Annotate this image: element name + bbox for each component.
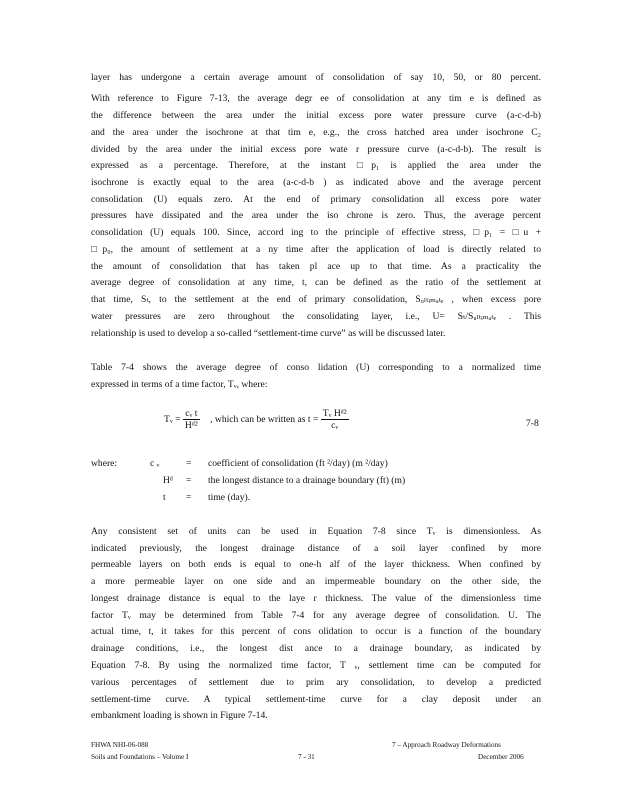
text-line: □p₀, the amount of settlement at a ny time after the application of load is directly related to (91, 244, 541, 255)
where-symbol: Hᵈ (163, 475, 173, 486)
equation-fraction-1 (183, 408, 200, 432)
where-description: the longest distance to a drainage boundary (ft) (m) (208, 475, 406, 486)
text-line: consolidation (U) equals zero. At the end of primary consolidation all excess pore water (91, 194, 541, 205)
footer-document-number: FHWA NHI-06-088 (91, 741, 149, 749)
footer-chapter: 7 – Approach Roadway Deformations (392, 741, 501, 749)
fraction-numerator: Tᵥ Hᵈ² (322, 408, 347, 419)
text-line: longest drainage distance is equal to the laye r thickness. The value of the dimensionless time (91, 593, 541, 604)
text-line: layer has undergone a certain average amount of consolidation of say 10, 50, or 80 percent. (91, 72, 541, 83)
equation-lhs: Tᵥ = (164, 414, 181, 426)
text-line: relationship is used to develop a so-called “settlement-time curve” as will be discussed later. (91, 328, 446, 339)
text-line: a more permeable layer on one side and an impermeable boundary on the other side, the (91, 576, 541, 587)
where-symbol: t (163, 492, 166, 503)
equation-number: 7-8 (526, 418, 539, 429)
text-line: Any consistent set of units can be used in Equation 7-8 since Tᵥ is dimensionless. As (91, 526, 541, 537)
text-line: settlement-time curve. A typical settlement-time curve for a clay deposit under an (91, 694, 541, 705)
text-line: permeable layers on both ends is equal to one-h alf of the layer thickness. When confined by (91, 559, 541, 570)
text-line: various percentages of settlement due to prim ary consolidation, to develop a predicted (91, 677, 541, 688)
text-line: that time, Sₜ, to the settlement at the end of primary consolidation, Sᵤₗₜᵢₘₐₜₑ , when excess pore (91, 294, 541, 305)
text-line: drainage conditions, i.e., the longest dist ance to a drainage boundary, as indicated by (91, 643, 541, 654)
text-line: indicated previously, the longest drainage distance of a soil layer confined by more (91, 543, 541, 554)
equation-middle: , which can be written as t = (210, 414, 319, 426)
text-line: divided by the area under the initial excess pore wate r pressure curve (a-c-d-b). The result is (91, 144, 541, 155)
where-description: time (day). (208, 492, 251, 503)
text-line: expressed as a percentage. Therefore, at the instant □p₁ is applied the area under the (91, 160, 541, 171)
text-line: Table 7-4 shows the average degree of conso lidation (U) corresponding to a normalized time (91, 362, 541, 373)
footer-date: December 2006 (478, 753, 524, 761)
fraction-denominator: Hᵈ² (184, 420, 198, 431)
text-line: factor Tᵥ may be determined from Table 7-4 for any average degree of consolidation. U. The (91, 610, 541, 621)
text-line: water pressures are zero throughout the consolidating layer, i.e., U= Sₜ/Sᵤₗₜᵢₘₐₜₑ . This (91, 311, 541, 322)
text-line: the amount of consolidation that has taken pl ace up to that time. As a practicality the (91, 261, 541, 272)
where-equals: = (186, 475, 192, 486)
where-equals: = (186, 458, 192, 469)
text-line: expressed in terms of a time factor, Tᵥ, where: (91, 379, 268, 390)
equation-fraction-2 (321, 408, 349, 432)
text-line: embankment loading is shown in Figure 7-14. (91, 710, 268, 721)
text-line: average degree of consolidation at any time, t, can be defined as the ratio of the settlement at (91, 277, 541, 288)
where-symbol: c ᵥ (150, 458, 160, 469)
text-line: pressures have dissipated and the area under the iso chrone is zero. Thus, the average percent (91, 210, 541, 221)
text-line: Equation 7-8. By using the normalized time factor, T ᵥ, settlement time can be computed for (91, 660, 541, 671)
fraction-denominator: cᵥ (331, 420, 339, 431)
text-line: isochrone is exactly equal to the area (a-c-d-b ) as indicated above and the average percent (91, 177, 541, 188)
where-description: coefficient of consolidation (ft ²/day) (m ²/day) (208, 458, 388, 469)
where-equals: = (186, 492, 192, 503)
text-line: With reference to Figure 7-13, the average degr ee of consolidation at any tim e is defined as (91, 93, 541, 104)
text-line: the difference between the area under the initial excess pore water pressure curve (a-c-d-b) (91, 110, 541, 121)
text-line: actual time, t, it takes for this percent of cons olidation to occur is a function of the boundary (91, 626, 541, 637)
where-label: where: (91, 458, 118, 469)
text-line: and the area under the isochrone at that tim e, e.g., the cross hatched area under isochrone C₂ (91, 127, 541, 138)
fraction-numerator: cᵥ t (183, 408, 200, 420)
footer-page-number: 7 - 31 (298, 753, 315, 761)
footer-volume: Soils and Foundations – Volume I (91, 753, 189, 761)
text-line: consolidation (U) equals 100. Since, accord ing to the principle of effective stress, □p₁ = □u + (91, 227, 541, 238)
